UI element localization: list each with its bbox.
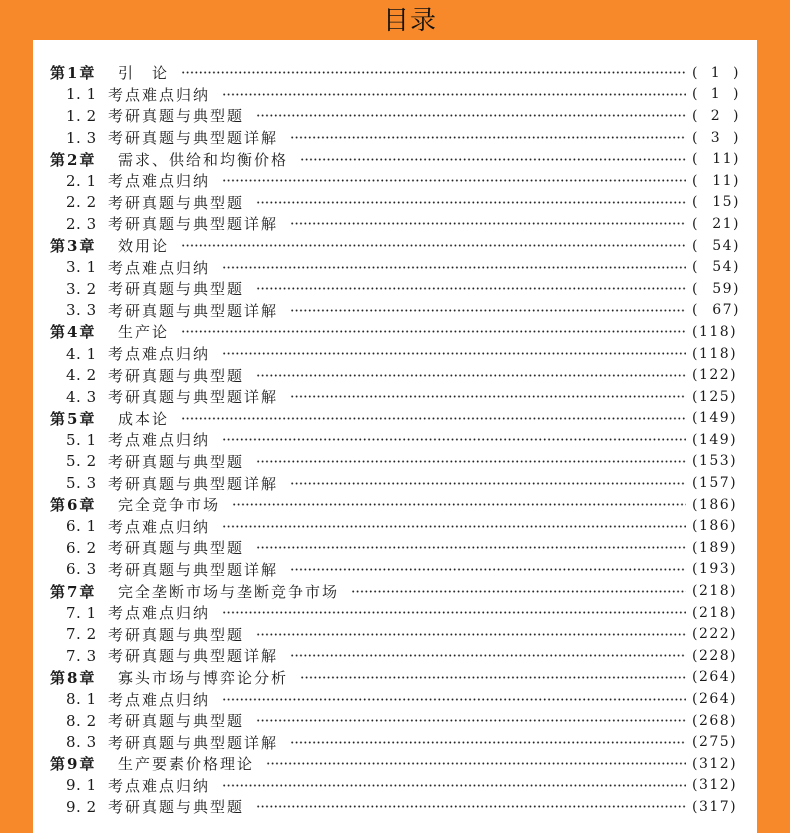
page-number: (264): [692, 669, 738, 686]
section-number: 6. 3: [66, 560, 97, 579]
dot-leader: [256, 546, 686, 549]
section-number: 9. 1: [66, 776, 97, 795]
page-number: ( 21): [692, 215, 740, 232]
page-number: (312): [692, 777, 738, 794]
toc-section-row: [50, 623, 740, 645]
page-number: (268): [692, 712, 738, 729]
dot-leader: [222, 352, 686, 355]
chapter-label: 第5章: [50, 409, 97, 428]
section-number: 3. 1: [66, 258, 97, 277]
toc-section-row: [50, 472, 740, 494]
dot-leader: [351, 590, 686, 593]
dot-leader: [181, 330, 686, 333]
section-number: 8. 2: [66, 711, 97, 730]
chapter-title: 生产论: [118, 323, 170, 342]
dot-leader: [222, 266, 686, 269]
dot-leader: [222, 438, 686, 441]
toc-chapter-row: [50, 408, 740, 430]
toc-section-row: [50, 192, 740, 214]
dot-leader: [266, 762, 686, 765]
chapter-label: 第2章: [50, 150, 97, 169]
dot-leader: [222, 611, 686, 614]
toc-section-row: [50, 105, 740, 127]
page-number: (275): [692, 734, 738, 751]
chapter-label: 第3章: [50, 237, 97, 256]
section-title: 考研真题与典型题: [108, 366, 245, 385]
toc-section-row: [50, 710, 740, 732]
toc-section-row: [50, 731, 740, 753]
section-title: 考研真题与典型题: [108, 107, 245, 126]
dot-leader: [222, 784, 686, 787]
section-title: 考点难点归纳: [108, 345, 211, 364]
toc-section-row: [50, 170, 740, 192]
section-number: 2. 3: [66, 214, 97, 233]
dot-leader: [300, 676, 686, 679]
page-number: (118): [692, 323, 738, 340]
chapter-title: 完全垄断市场与垄断竞争市场: [118, 582, 340, 601]
dot-leader: [290, 222, 686, 225]
toc-section-row: [50, 602, 740, 624]
page-number: (153): [692, 453, 738, 470]
chapter-title: 效用论: [118, 237, 170, 256]
chapter-title: 寡头市场与博弈论分析: [118, 668, 289, 687]
dot-leader: [290, 568, 686, 571]
section-number: 8. 3: [66, 733, 97, 752]
toc-section-row: [50, 688, 740, 710]
section-number: 8. 1: [66, 690, 97, 709]
toc-section-row: [50, 537, 740, 559]
page-number: ( 1 ): [692, 64, 740, 81]
toc-section-row: [50, 256, 740, 278]
page-number: (222): [692, 626, 738, 643]
page-number: (218): [692, 583, 738, 600]
section-title: 考研真题与典型题详解: [108, 301, 279, 320]
toc-section-row: [50, 84, 740, 106]
page-number: (125): [692, 388, 738, 405]
toc-chapter-row: [50, 148, 740, 170]
page-number: ( 67): [692, 302, 740, 319]
section-title: 考研真题与典型题: [108, 625, 245, 644]
section-number: 6. 1: [66, 517, 97, 536]
dot-leader: [290, 654, 686, 657]
section-title: 考研真题与典型题: [108, 798, 245, 817]
dot-leader: [222, 698, 686, 701]
section-number: 5. 1: [66, 430, 97, 449]
dot-leader: [256, 805, 686, 808]
toc-section-row: [50, 343, 740, 365]
page-number: (122): [692, 367, 738, 384]
toc-chapter-row: [50, 494, 740, 516]
section-title: 考研真题与典型题详解: [108, 215, 279, 234]
dot-leader: [181, 244, 686, 247]
chapter-label: 第6章: [50, 496, 97, 515]
page-number: (157): [692, 475, 738, 492]
page-number: (149): [692, 431, 738, 448]
toc-chapter-row: [50, 235, 740, 257]
dot-leader: [232, 503, 686, 506]
page-number: ( 54): [692, 259, 740, 276]
section-title: 考点难点归纳: [108, 85, 211, 104]
toc-section-row: [50, 796, 740, 818]
section-title: 考研真题与典型题: [108, 712, 245, 731]
toc-section-row: [50, 429, 740, 451]
dot-leader: [256, 201, 686, 204]
toc-chapter-row: [50, 62, 740, 84]
page-number: (118): [692, 345, 738, 362]
page-number: ( 2 ): [692, 107, 740, 124]
section-number: 7. 1: [66, 603, 97, 622]
section-number: 2. 2: [66, 193, 97, 212]
page-number: ( 59): [692, 280, 740, 297]
section-number: 7. 2: [66, 625, 97, 644]
page-number: (193): [692, 561, 738, 578]
section-number: 1. 2: [66, 106, 97, 125]
section-number: 5. 2: [66, 452, 97, 471]
chapter-label: 第1章: [50, 64, 97, 83]
chapter-label: 第9章: [50, 755, 97, 774]
dot-leader: [290, 395, 686, 398]
section-title: 考点难点归纳: [108, 604, 211, 623]
page-number: ( 54): [692, 237, 740, 254]
section-number: 3. 2: [66, 279, 97, 298]
page-number: (317): [692, 798, 738, 815]
section-title: 考研真题与典型题详解: [108, 560, 279, 579]
page-number: (186): [692, 518, 738, 535]
table-of-contents: [50, 62, 740, 818]
page-number: (218): [692, 604, 738, 621]
section-number: 1. 3: [66, 128, 97, 147]
toc-section-row: [50, 559, 740, 581]
chapter-label: 第8章: [50, 668, 97, 687]
section-title: 考研真题与典型题详解: [108, 388, 279, 407]
section-title: 考研真题与典型题详解: [108, 733, 279, 752]
page-number: (312): [692, 755, 738, 772]
chapter-title: 成本论: [118, 409, 170, 428]
dot-leader: [222, 93, 686, 96]
page-number: ( 11): [692, 172, 740, 189]
chapter-title: 需求、供给和均衡价格: [118, 150, 289, 169]
dot-leader: [256, 633, 686, 636]
dot-leader: [256, 374, 686, 377]
dot-leader: [181, 71, 686, 74]
dot-leader: [222, 179, 686, 182]
toc-section-row: [50, 364, 740, 386]
section-title: 考点难点归纳: [108, 172, 211, 191]
section-title: 考点难点归纳: [108, 258, 211, 277]
section-title: 考研真题与典型题: [108, 452, 245, 471]
dot-leader: [256, 719, 686, 722]
dot-leader: [256, 114, 686, 117]
chapter-label: 第7章: [50, 582, 97, 601]
section-title: 考研真题与典型题: [108, 193, 245, 212]
section-number: 4. 1: [66, 344, 97, 363]
section-number: 3. 3: [66, 301, 97, 320]
section-title: 考研真题与典型题: [108, 280, 245, 299]
toc-section-row: [50, 127, 740, 149]
page-title: 目录: [382, 6, 437, 36]
toc-section-row: [50, 300, 740, 322]
dot-leader: [222, 525, 686, 528]
section-number: 5. 3: [66, 474, 97, 493]
page-number: (264): [692, 691, 738, 708]
dot-leader: [290, 741, 686, 744]
toc-section-row: [50, 515, 740, 537]
dot-leader: [256, 287, 686, 290]
section-title: 考点难点归纳: [108, 690, 211, 709]
page-number: (186): [692, 496, 738, 513]
chapter-title: 完全竞争市场: [118, 496, 221, 515]
dot-leader: [290, 482, 686, 485]
chapter-title: 引 论: [118, 64, 170, 83]
toc-chapter-row: [50, 753, 740, 775]
toc-section-row: [50, 278, 740, 300]
toc-chapter-row: [50, 667, 740, 689]
chapter-label: 第4章: [50, 323, 97, 342]
chapter-title: 生产要素价格理论: [118, 755, 255, 774]
toc-chapter-row: [50, 580, 740, 602]
toc-section-row: [50, 386, 740, 408]
dot-leader: [181, 417, 686, 420]
page-number: ( 15): [692, 194, 740, 211]
section-title: 考点难点归纳: [108, 431, 211, 450]
page-number: ( 11): [692, 151, 740, 168]
section-number: 7. 3: [66, 646, 97, 665]
section-number: 2. 1: [66, 171, 97, 190]
dot-leader: [256, 460, 686, 463]
page-number: (189): [692, 539, 738, 556]
dot-leader: [290, 136, 686, 139]
dot-leader: [300, 158, 686, 161]
toc-section-row: [50, 775, 740, 797]
page-number: ( 3 ): [692, 129, 740, 146]
section-title: 考研真题与典型题: [108, 539, 245, 558]
section-number: 6. 2: [66, 538, 97, 557]
toc-section-row: [50, 213, 740, 235]
page-number: (149): [692, 410, 738, 427]
section-number: 4. 2: [66, 366, 97, 385]
dot-leader: [290, 309, 686, 312]
section-title: 考研真题与典型题详解: [108, 129, 279, 148]
toc-chapter-row: [50, 321, 740, 343]
section-title: 考点难点归纳: [108, 776, 211, 795]
section-title: 考点难点归纳: [108, 517, 211, 536]
page-number: (228): [692, 647, 738, 664]
toc-section-row: [50, 645, 740, 667]
section-number: 1. 1: [66, 85, 97, 104]
section-number: 9. 2: [66, 797, 97, 816]
section-title: 考研真题与典型题详解: [108, 474, 279, 493]
section-number: 4. 3: [66, 387, 97, 406]
section-title: 考研真题与典型题详解: [108, 647, 279, 666]
toc-section-row: [50, 451, 740, 473]
page-number: ( 1 ): [692, 86, 740, 103]
